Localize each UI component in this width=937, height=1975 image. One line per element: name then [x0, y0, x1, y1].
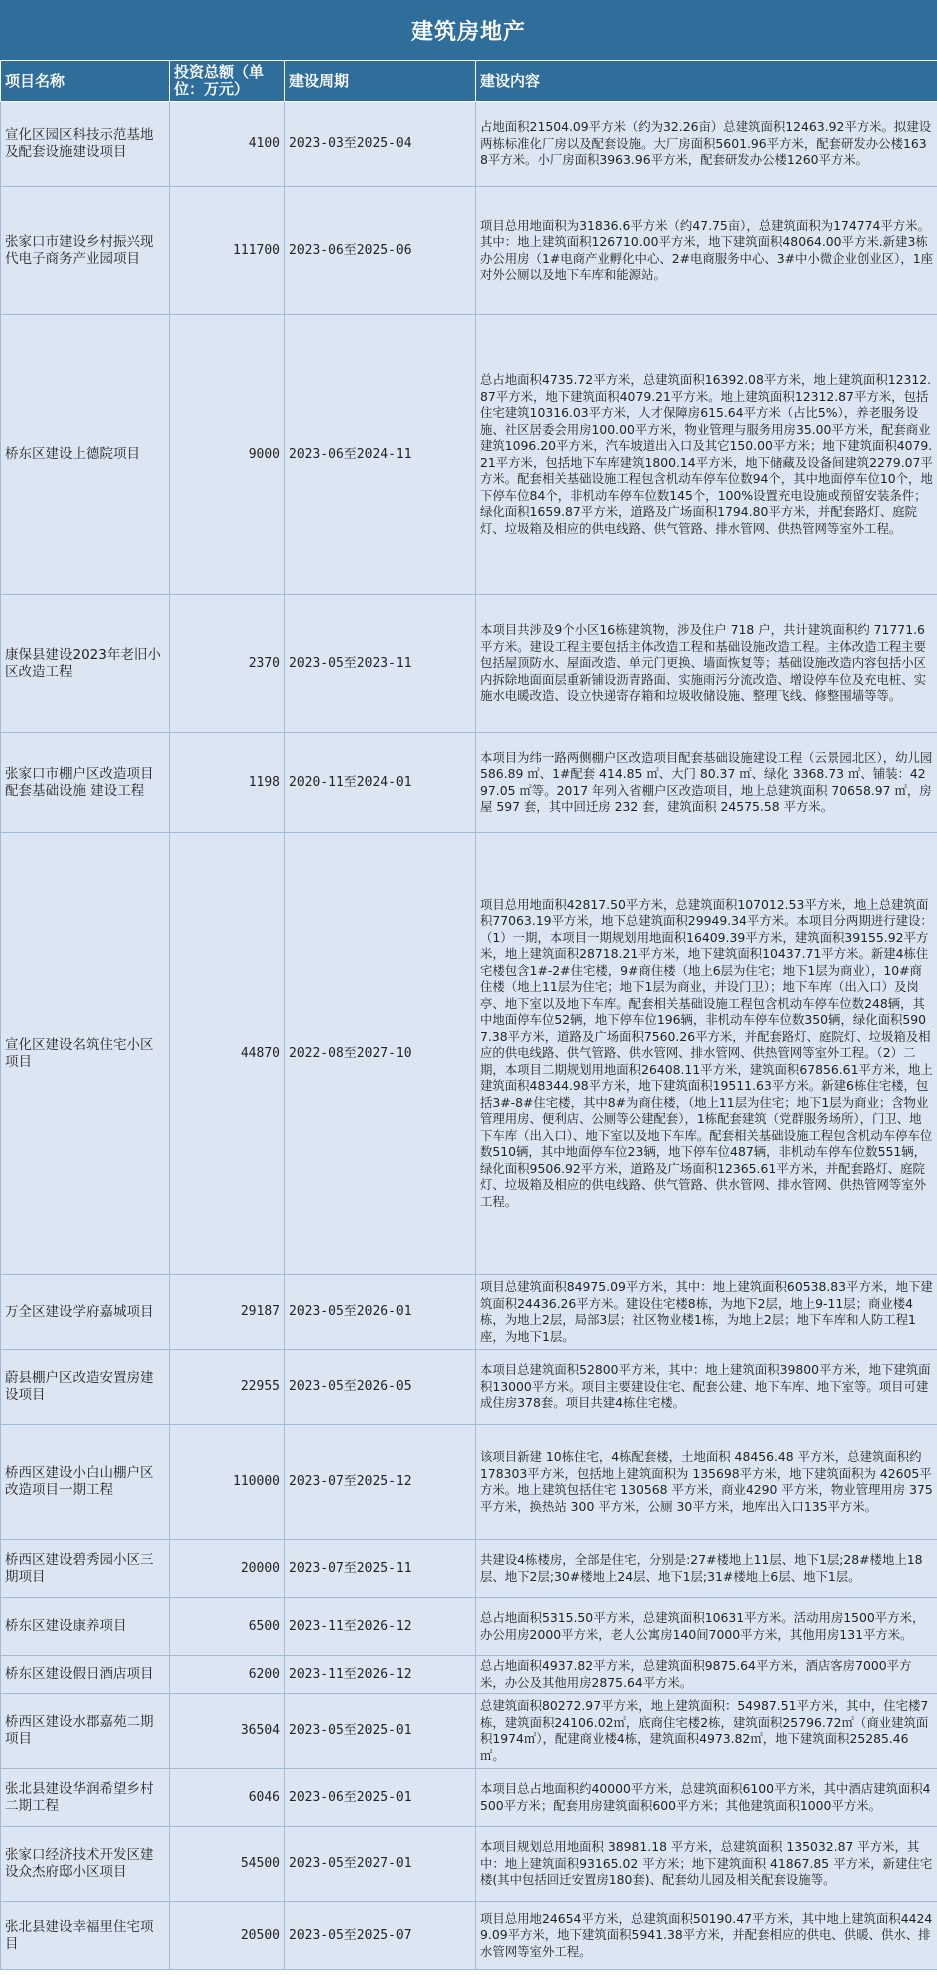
period-cell: 2023-06至2025-06 — [285, 187, 476, 315]
investment-cell: 20500 — [170, 1902, 285, 1970]
content-cell: 项目总用地面积为31836.6平方米（约47.75亩），总建筑面积为174774平方米。其中：地上建筑面积126710.00平方米，地下建筑面积48064.00平方米.新建3栋办公用房（1#电商产业孵化中心、2#电商服务中心、3#中小微企业创业区），1座对外公厕以及地下车库和能源站。 — [476, 187, 937, 315]
project-name-cell: 宣化区建设名筑住宅小区项目 — [1, 833, 170, 1275]
table-row — [1, 1350, 937, 1425]
investment-cell: 54500 — [170, 1827, 285, 1902]
table-row — [1, 1540, 937, 1598]
table-row — [1, 1656, 937, 1694]
header-period: 建设周期 — [285, 61, 476, 102]
table-row — [1, 1275, 937, 1350]
project-name-cell: 宣化区园区科技示范基地及配套设施建设项目 — [1, 102, 170, 187]
investment-cell: 111700 — [170, 187, 285, 315]
investment-cell: 6046 — [170, 1769, 285, 1827]
period-cell: 2022-08至2027-10 — [285, 833, 476, 1275]
period-cell: 2020-11至2024-01 — [285, 733, 476, 833]
table-row — [1, 733, 937, 833]
period-cell: 2023-06至2024-11 — [285, 315, 476, 595]
table-row — [1, 187, 937, 315]
period-cell: 2023-07至2025-11 — [285, 1540, 476, 1598]
content-cell: 本项目共涉及9个小区16栋建筑物，涉及住户 718 户，共计建筑面积约 71771.6 平方米。建设工程主要包括主体改造工程和基础设施改造工程。主体改造工程主要包括屋顶防水、屋面改造、单元门更换、墙面恢复等；基础设施改造内容包括小区内拆除地面面层重新铺设沥青路面、实施雨污分流改造、增设停车位及充电桩、实施水电暖改造、设立快递寄存箱和垃圾收储设施、整理飞线、修整围墙等等。 — [476, 595, 937, 733]
project-name-cell: 桥东区建设假日酒店项目 — [1, 1656, 170, 1694]
table-row — [1, 1425, 937, 1540]
header-project-name: 项目名称 — [1, 61, 170, 102]
period-cell: 2023-11至2026-12 — [285, 1656, 476, 1694]
content-cell: 项目总建筑面积84975.09平方米，其中：地上建筑面积60538.83平方米，地下建筑面积24436.26平方米。建设住宅楼8栋，为地下2层，地上9-11层；商业楼4栋，为地上2层，局部3层；社区物业楼1栋，为地上2层；地下车库和人防工程1座，为地下1层。 — [476, 1275, 937, 1350]
content-cell: 项目总用地24654平方米，总建筑面积50190.47平方米，其中地上建筑面积44249.09平方米，地下建筑面积5941.38平方米，并配套相应的供电、供暖、供水、排水管网等室外工程。 — [476, 1902, 937, 1970]
table-row — [1, 1769, 937, 1827]
project-name-cell: 桥西区建设碧秀园小区三期项目 — [1, 1540, 170, 1598]
investment-cell: 44870 — [170, 833, 285, 1275]
investment-cell: 4100 — [170, 102, 285, 187]
project-name-cell: 张北县建设华润希望乡村二期工程 — [1, 1769, 170, 1827]
content-cell: 共建设4栋楼房，全部是住宅，分别是:27#楼地上11层、地下1层;28#楼地上18层、地下2层;30#楼地上24层、地下1层;31#楼地上6层、地下1层。 — [476, 1540, 937, 1598]
investment-cell: 20000 — [170, 1540, 285, 1598]
project-name-cell: 桥西区建设水郡嘉苑二期项目 — [1, 1694, 170, 1769]
project-name-cell: 桥西区建设小白山棚户区改造项目一期工程 — [1, 1425, 170, 1540]
table-row — [1, 102, 937, 187]
investment-cell: 6500 — [170, 1598, 285, 1656]
project-name-cell: 张北县建设幸福里住宅项目 — [1, 1902, 170, 1970]
content-cell: 项目总用地面积42817.50平方米，总建筑面积107012.53平方米，地上总建筑面积77063.19平方米，地下总建筑面积29949.34平方米。本项目分两期进行建设：（1）一期，本项目一期规划用地面积16409.39平方米，建筑面积39155.92平方米，地上建筑面积28718.21平方米，地下建筑面积10437.71平方米。新建4栋住宅楼包含1#-2#住宅楼，9#商住楼（地上6层为住宅；地下1层为商业），10#商住楼（地上11层为住宅；地下1层为商业，并设门卫）；地下车库（出入口）及岗亭、地下室以及地下车库。配套相关基础设施工程包含机动车停车位数248辆，其中地面停车位52辆，地下停车位196辆，非机动车停车位数350辆，绿化面积5907.38平方米，道路及广场面积7560.26平方米，并配套路灯、庭院灯、垃圾箱及相应的供电线路、供气管路、供水管网、排水管网、供热管网等室外工程。（2）二期，本项目二期规划用地面积26408.11平方米，建筑面积67856.61平方米，地上建筑面积48344.98平方米，地下建筑面积19511.63平方米。新建6栋住宅楼，包括3#-8#住宅楼，其中8#为商住楼，（地上11层为住宅；地下1层为商业；含物业管理用房、便利店、公厕等公建配套），1栋配套建筑（党群服务场所），门卫、地下车库（出入口）、地下室以及地下车库。配套相关基础设施工程包含机动车停车位数510辆，其中地面停车位23辆，地下停车位487辆，非机动车停车位数551辆，绿化面积9506.92平方米，道路及广场面积12365.61平方米，并配套路灯、庭院灯、垃圾箱及相应的供电线路、供气管路、供水管网、排水管网、供热管网等室外工程。 — [476, 833, 937, 1275]
content-cell: 本项目总占地面积约40000平方米，总建筑面积6100平方米，其中酒店建筑面积4500平方米；配套用房建筑面积600平方米；其他建筑面积1000平方米。 — [476, 1769, 937, 1827]
investment-cell: 22955 — [170, 1350, 285, 1425]
period-cell: 2023-03至2025-04 — [285, 102, 476, 187]
period-cell: 2023-05至2027-01 — [285, 1827, 476, 1902]
period-cell: 2023-05至2026-05 — [285, 1350, 476, 1425]
content-cell: 占地面积21504.09平方米（约为32.26亩）总建筑面积12463.92平方米。拟建设两栋标准化厂房以及配套设施。大厂房面积5601.96平方米，配套研发办公楼1638平方米。小厂房面积3963.96平方米，配套研发办公楼1260平方米。 — [476, 102, 937, 187]
header-investment: 投资总额（单位：万元） — [170, 61, 285, 102]
header-content: 建设内容 — [476, 61, 937, 102]
investment-cell: 110000 — [170, 1425, 285, 1540]
table-row — [1, 833, 937, 1275]
period-cell: 2023-05至2025-01 — [285, 1694, 476, 1769]
project-name-cell: 万全区建设学府嘉城项目 — [1, 1275, 170, 1350]
period-cell: 2023-05至2026-01 — [285, 1275, 476, 1350]
table-header-row — [1, 61, 937, 102]
content-cell: 本项目总建筑面积52800平方米，其中：地上建筑面积39800平方米，地下建筑面积13000平方米。项目主要建设住宅、配套公建、地下车库、地下室等。项目可建成住房378套。项目共建4栋住宅楼。 — [476, 1350, 937, 1425]
content-cell: 本项目规划总用地面积 38981.18 平方米，总建筑面积 135032.87 平方米，其中：地上建筑面积93165.02 平方米；地下建筑面积 41867.85 平方米，新建住宅楼(其中包括回迁安置房180套)、配套幼儿园及相关配套设施等。 — [476, 1827, 937, 1902]
project-table — [0, 60, 937, 1970]
content-cell: 总占地面积5315.50平方米，总建筑面积10631平方米。活动用房1500平方米，办公用房2000平方米，老人公寓房140间7000平方米，其他用房131平方米。 — [476, 1598, 937, 1656]
period-cell: 2023-07至2025-12 — [285, 1425, 476, 1540]
investment-cell: 36504 — [170, 1694, 285, 1769]
investment-cell: 2370 — [170, 595, 285, 733]
project-name-cell: 张家口市棚户区改造项目配套基础设施 建设工程 — [1, 733, 170, 833]
investment-cell: 1198 — [170, 733, 285, 833]
content-cell: 总占地面积4937.82平方米，总建筑面积9875.64平方米，酒店客房7000平方米，办公及其他用房2875.64平方米。 — [476, 1656, 937, 1694]
project-name-cell: 桥东区建设上德院项目 — [1, 315, 170, 595]
period-cell: 2023-05至2023-11 — [285, 595, 476, 733]
content-cell: 本项目为纬一路两侧棚户区改造项目配套基础设施建设工程（云景园北区），幼儿园 586.89 ㎡、1#配套 414.85 ㎡、大门 80.37 ㎡、绿化 3368.73 ㎡、铺装：4297.05 ㎡等。2017 年列入省棚户区改造项目，地上总建筑面积 70658.97 ㎡，房屋 597 套，其中回迁房 232 套，建筑面积 24575.58 平方米。 — [476, 733, 937, 833]
project-name-cell: 张家口经济技术开发区建设众杰府邸小区项目 — [1, 1827, 170, 1902]
period-cell: 2023-06至2025-01 — [285, 1769, 476, 1827]
content-cell: 总建筑面积80272.97平方米，地上建筑面积：54987.51平方米，其中，住宅楼7栋，建筑面积24106.02㎡，底商住宅楼2栋，建筑面积25796.72㎡（商业建筑面积1974㎡），配建商业楼4栋，建筑面积4973.82㎡，地下建筑面积25285.46㎡。 — [476, 1694, 937, 1769]
table-row — [1, 315, 937, 595]
period-cell: 2023-11至2026-12 — [285, 1598, 476, 1656]
table-row — [1, 1827, 937, 1902]
investment-cell: 6200 — [170, 1656, 285, 1694]
table-row — [1, 595, 937, 733]
project-name-cell: 蔚县棚户区改造安置房建设项目 — [1, 1350, 170, 1425]
table-row — [1, 1902, 937, 1970]
project-name-cell: 张家口市建设乡村振兴现代电子商务产业园项目 — [1, 187, 170, 315]
investment-cell: 9000 — [170, 315, 285, 595]
project-name-cell: 康保县建设2023年老旧小区改造工程 — [1, 595, 170, 733]
investment-cell: 29187 — [170, 1275, 285, 1350]
content-cell: 该项目新建 10栋住宅，4栋配套楼，土地面积 48456.48 平方米，总建筑面积约 178303平方米，包括地上建筑面积为 135698平方米，地下建筑面积为 42605平方米。地上建筑包括住宅 130568 平方米，商业4290 平方米，物业管理用房 375 平方米，换热站 300 平方米，公厕 30平方米，地库出入口135平方米。 — [476, 1425, 937, 1540]
project-name-cell: 桥东区建设康养项目 — [1, 1598, 170, 1656]
period-cell: 2023-05至2025-07 — [285, 1902, 476, 1970]
table-row — [1, 1694, 937, 1769]
page-title: 建筑房地产 — [0, 0, 937, 60]
content-cell: 总占地面积4735.72平方米，总建筑面积16392.08平方米，地上建筑面积12312.87平方米，地下建筑面积4079.21平方米。地上建筑面积12312.87平方米，包括住宅建筑10316.03平方米，人才保障房615.64平方米（占比5%），养老服务设施、社区居委会用房100.00平方米，物业管理与服务用房35.00平方米，配套商业建筑1096.20平方米，汽车坡道出入口及其它150.00平方米；地下建筑面积4079.21平方米，包括地下车库建筑1800.14平方米，地下储藏及设备间建筑2279.07平方米。配套相关基础设施工程包含机动车停车位数94个，其中地面停车位10个，地下停车位84个，非机动车停车位数145个，100%设置充电设施或预留安装条件；绿化面积1659.87平方米，道路及广场面积1794.80平方米，并配套路灯、庭院灯、垃圾箱及相应的供电线路、供气管路、排水管网、供热管网等室外工程。 — [476, 315, 937, 595]
table-row — [1, 1598, 937, 1656]
